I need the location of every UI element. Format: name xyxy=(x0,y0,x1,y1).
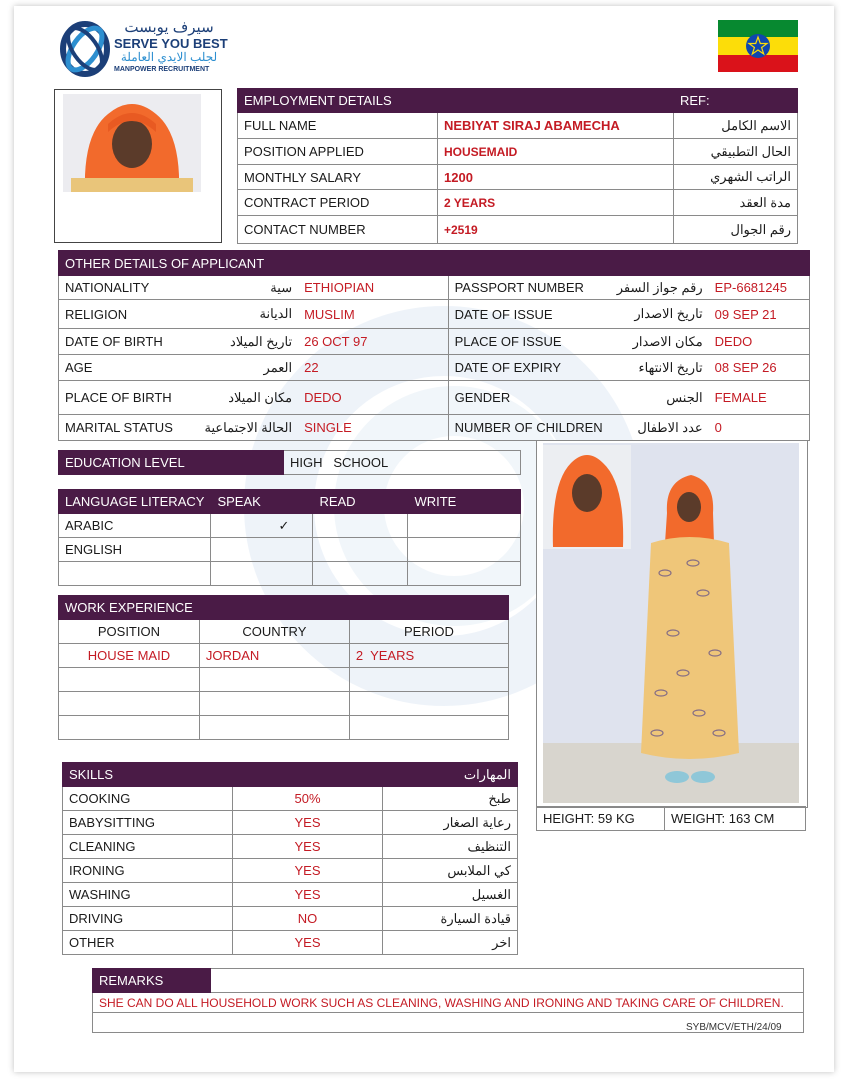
footer-reference-code: SYB/MCV/ETH/24/09 xyxy=(686,1022,782,1033)
table-row xyxy=(238,113,798,139)
contact-number-value: +2519 xyxy=(438,216,674,244)
employment-details-table xyxy=(237,88,798,244)
date-of-issue-arabic: تاريخ الاصدار xyxy=(609,300,709,329)
table-row xyxy=(63,835,518,859)
religion-value: MUSLIM xyxy=(298,300,448,329)
table-row xyxy=(59,276,810,300)
work-country xyxy=(199,716,349,740)
skill-value: YES xyxy=(233,859,383,883)
position-applied-label: POSITION APPLIED xyxy=(238,139,438,165)
flag-emblem-icon xyxy=(745,33,771,59)
place-of-birth-arabic: مكان الميلاد xyxy=(199,381,299,415)
date-of-birth-arabic: تاريخ الميلاد xyxy=(199,329,299,355)
passport-number-label: PASSPORT NUMBER xyxy=(448,276,609,300)
skill-name: BABYSITTING xyxy=(63,811,233,835)
skill-arabic: كي الملابس xyxy=(383,859,518,883)
cv-page xyxy=(14,6,834,1072)
table-row xyxy=(59,644,509,668)
skill-name: WASHING xyxy=(63,883,233,907)
work-position xyxy=(59,716,200,740)
language-name xyxy=(59,562,211,586)
age-label: AGE xyxy=(59,355,199,381)
language-read xyxy=(313,538,408,562)
contract-period-label: CONTRACT PERIOD xyxy=(238,190,438,216)
skill-value: YES xyxy=(233,835,383,859)
table-row xyxy=(59,415,810,441)
skill-value: YES xyxy=(233,883,383,907)
logo-english-sub: MANPOWER RECRUITMENT xyxy=(114,66,210,73)
skill-value: YES xyxy=(233,931,383,955)
language-read xyxy=(313,562,408,586)
table-row xyxy=(59,716,509,740)
date-of-expiry-value: 08 SEP 26 xyxy=(709,355,810,381)
place-of-issue-label: PLACE OF ISSUE xyxy=(448,329,609,355)
ref-label: REF: xyxy=(674,89,798,113)
work-position: HOUSE MAID xyxy=(59,644,200,668)
age-arabic: العمر xyxy=(199,355,299,381)
skill-arabic: قيادة السيارة xyxy=(383,907,518,931)
table-row xyxy=(238,139,798,165)
gender-label: GENDER xyxy=(448,381,609,415)
read-header: READ xyxy=(313,490,408,514)
table-row xyxy=(63,931,518,955)
date-of-issue-label: DATE OF ISSUE xyxy=(448,300,609,329)
passport-number-arabic: رقم جواز السفر xyxy=(609,276,709,300)
gender-value: FEMALE xyxy=(709,381,810,415)
table-row xyxy=(59,620,509,644)
gender-arabic: الجنس xyxy=(609,381,709,415)
table-row xyxy=(63,859,518,883)
work-period xyxy=(349,668,508,692)
date-of-expiry-label: DATE OF EXPIRY xyxy=(448,355,609,381)
table-row xyxy=(63,811,518,835)
religion-arabic: الديانة xyxy=(199,300,299,329)
place-of-birth-value: DEDO xyxy=(298,381,448,415)
place-of-issue-arabic: مكان الاصدار xyxy=(609,329,709,355)
work-period xyxy=(349,716,508,740)
marital-status-arabic: الحالة الاجتماعية xyxy=(199,415,299,441)
passport-number-value: EP-6681245 xyxy=(709,276,810,300)
table-row xyxy=(63,907,518,931)
remarks-header-filler xyxy=(211,969,804,993)
skills-header-arabic: المهارات xyxy=(383,763,518,787)
education-level-label: EDUCATION LEVEL xyxy=(59,451,284,475)
table-row xyxy=(59,562,521,586)
skill-name: OTHER xyxy=(63,931,233,955)
table-row xyxy=(63,787,518,811)
company-logo xyxy=(58,18,268,80)
age-value: 22 xyxy=(298,355,448,381)
logo-english-name: SERVE YOU BEST xyxy=(114,36,228,51)
skill-name: COOKING xyxy=(63,787,233,811)
passport-photo-frame xyxy=(54,89,222,243)
language-name: ENGLISH xyxy=(59,538,211,562)
logo-arabic-sub: لجلب الايدي العاملة xyxy=(120,50,218,64)
monthly-salary-label: MONTHLY SALARY xyxy=(238,165,438,190)
height-value: HEIGHT: 59 KG xyxy=(537,807,665,831)
work-period: 2 YEARS xyxy=(349,644,508,668)
date-of-issue-value: 09 SEP 21 xyxy=(709,300,810,329)
religion-label: RELIGION xyxy=(59,300,199,329)
skill-arabic: اخر xyxy=(383,931,518,955)
table-row xyxy=(238,190,798,216)
number-of-children-value: 0 xyxy=(709,415,810,441)
number-of-children-arabic: عدد الاطفال xyxy=(609,415,709,441)
language-write xyxy=(408,514,521,538)
check-icon: ✓ xyxy=(211,514,313,538)
table-row xyxy=(238,165,798,190)
position-applied-value: HOUSEMAID xyxy=(438,139,674,165)
country-header: COUNTRY xyxy=(199,620,349,644)
contract-period-arabic: مدة العقد xyxy=(674,190,798,216)
education-table xyxy=(58,450,521,475)
nationality-label: NATIONALITY xyxy=(59,276,199,300)
other-details-table xyxy=(58,250,810,441)
date-of-expiry-arabic: تاريخ الانتهاء xyxy=(609,355,709,381)
measurements-table xyxy=(536,806,806,831)
place-of-issue-value: DEDO xyxy=(709,329,810,355)
other-details-header-filler xyxy=(448,251,809,276)
skill-name: IRONING xyxy=(63,859,233,883)
skill-name: CLEANING xyxy=(63,835,233,859)
work-country: JORDAN xyxy=(199,644,349,668)
work-position xyxy=(59,692,200,716)
table-row xyxy=(59,355,810,381)
contract-period-value: 2 YEARS xyxy=(438,190,674,216)
speak-header: SPEAK xyxy=(211,490,313,514)
logo-rings-icon xyxy=(58,20,112,78)
full-body-photo xyxy=(543,443,799,803)
language-read xyxy=(313,514,408,538)
nationality-arabic: سية xyxy=(199,276,299,300)
language-literacy-table xyxy=(58,489,521,586)
skill-arabic: طبخ xyxy=(383,787,518,811)
date-of-birth-value: 26 OCT 97 xyxy=(298,329,448,355)
write-header: WRITE xyxy=(408,490,521,514)
place-of-birth-label: PLACE OF BIRTH xyxy=(59,381,199,415)
monthly-salary-arabic: الراتب الشهري xyxy=(674,165,798,190)
other-details-header: OTHER DETAILS OF APPLICANT xyxy=(59,251,449,276)
contact-number-label: CONTACT NUMBER xyxy=(238,216,438,244)
full-body-photo-frame xyxy=(536,440,808,808)
work-country xyxy=(199,668,349,692)
position-applied-arabic: الحال التطبيقي xyxy=(674,139,798,165)
table-row xyxy=(63,883,518,907)
table-row xyxy=(59,514,521,538)
weight-value: WEIGHT: 163 CM xyxy=(665,807,806,831)
language-write xyxy=(408,538,521,562)
language-write xyxy=(408,562,521,586)
work-period xyxy=(349,692,508,716)
work-experience-table xyxy=(58,595,509,740)
skill-value: YES xyxy=(233,811,383,835)
work-experience-header-filler xyxy=(199,596,508,620)
monthly-salary-value: 1200 xyxy=(438,165,674,190)
remarks-header: REMARKS xyxy=(93,969,211,993)
number-of-children-label: NUMBER OF CHILDREN xyxy=(448,415,609,441)
skill-name: DRIVING xyxy=(63,907,233,931)
marital-status-value: SINGLE xyxy=(298,415,448,441)
skill-arabic: التنظيف xyxy=(383,835,518,859)
language-name: ARABIC xyxy=(59,514,211,538)
skills-table xyxy=(62,762,518,955)
nationality-value: ETHIOPIAN xyxy=(298,276,448,300)
work-experience-header: WORK EXPERIENCE xyxy=(59,596,200,620)
table-row xyxy=(59,381,810,415)
full-name-value: NEBIYAT SIRAJ ABAMECHA xyxy=(438,113,674,139)
ethiopia-flag xyxy=(718,20,798,72)
skill-arabic: رعاية الصغار xyxy=(383,811,518,835)
work-position xyxy=(59,668,200,692)
remarks-text: SHE CAN DO ALL HOUSEHOLD WORK SUCH AS CLEANING, WASHING AND IRONING AND TAKING CARE OF CHILDREN. xyxy=(93,993,804,1013)
contact-number-arabic: رقم الجوال xyxy=(674,216,798,244)
skill-value: 50% xyxy=(233,787,383,811)
skill-arabic: الغسيل xyxy=(383,883,518,907)
skill-value: NO xyxy=(233,907,383,931)
education-level-value: HIGH SCHOOL xyxy=(284,451,521,475)
full-name-arabic: الاسم الكامل xyxy=(674,113,798,139)
table-row xyxy=(59,692,509,716)
table-row xyxy=(59,668,509,692)
language-speak xyxy=(211,538,313,562)
table-row xyxy=(59,329,810,355)
language-speak xyxy=(211,562,313,586)
employment-details-header: EMPLOYMENT DETAILS xyxy=(238,89,674,113)
language-header: LANGUAGE LITERACY xyxy=(59,490,211,514)
passport-photo xyxy=(63,94,201,192)
skills-header: SKILLS xyxy=(63,763,383,787)
work-country xyxy=(199,692,349,716)
table-row xyxy=(238,216,798,244)
position-header: POSITION xyxy=(59,620,200,644)
full-name-label: FULL NAME xyxy=(238,113,438,139)
period-header: PERIOD xyxy=(349,620,508,644)
logo-arabic-name: سيرف يوبست xyxy=(124,19,214,36)
marital-status-label: MARITAL STATUS xyxy=(59,415,199,441)
date-of-birth-label: DATE OF BIRTH xyxy=(59,329,199,355)
table-row xyxy=(59,538,521,562)
table-row xyxy=(59,300,810,329)
